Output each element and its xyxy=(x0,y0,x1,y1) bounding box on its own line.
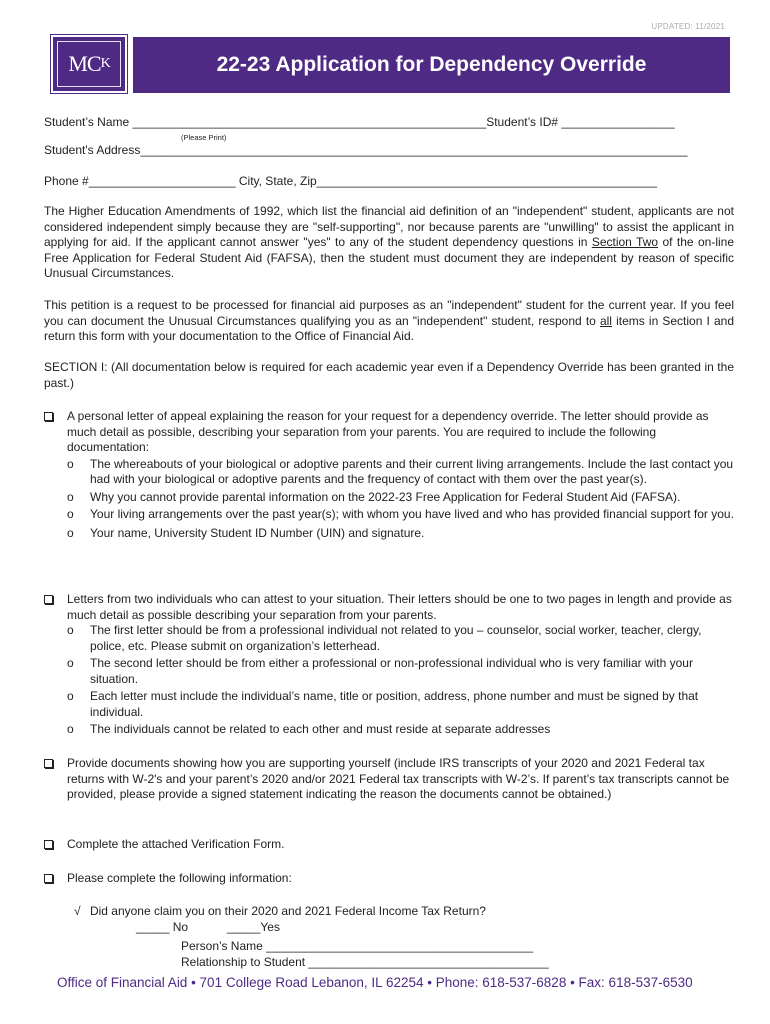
bullet-icon: o xyxy=(67,489,74,504)
page-title: 22-23 Application for Dependency Override xyxy=(216,53,647,77)
sub-item xyxy=(67,526,735,542)
sub-item-text: Each letter must include the individual’s name, title or position, address, phone number and must be signed by that individual. xyxy=(90,689,699,719)
check-icon: √ xyxy=(74,904,81,918)
bullet-icon: o xyxy=(67,525,74,540)
sub-item-text: The first letter should be from a professional individual not related to you – counselor, social worker, teacher, clergy, police, etc. Please submit on organization’s letterhead. xyxy=(90,623,702,653)
no-answer-field[interactable]: _____ No xyxy=(136,920,189,934)
intro-paragraph xyxy=(44,204,734,282)
checklist-item xyxy=(67,871,735,887)
checklist-item xyxy=(67,756,735,803)
sub-item-text: The whereabouts of your biological or adoptive parents and their current living arrangements. Include the last contact you had with your biological or adoptive parents and the frequency of contact with them over the past year(s). xyxy=(90,456,734,486)
phone-city-field[interactable]: Phone #______________________ City, State, Zip___________________________________________________ xyxy=(44,174,658,188)
checkbox[interactable] xyxy=(44,759,53,768)
logo-monogram xyxy=(57,41,121,87)
checkbox[interactable] xyxy=(44,840,53,849)
yes-answer-field[interactable]: _____Yes xyxy=(227,920,280,934)
sub-item xyxy=(67,656,735,687)
bullet-icon: o xyxy=(67,456,74,471)
question-text: Did anyone claim you on their 2020 and 2021 Federal Income Tax Return? xyxy=(89,904,486,918)
sub-item xyxy=(67,722,735,738)
bullet-icon: o xyxy=(67,722,74,736)
sub-item-text: The second letter should be from either a professional or non-professional individual who is very familiar with your situation. xyxy=(90,656,693,686)
student-name-field[interactable]: Student’s Name _____________________________________________________Student’s ID# _________________ xyxy=(44,115,675,129)
please-print-note: (Please Print) xyxy=(181,133,227,142)
item-text: Please complete the following information: xyxy=(67,871,292,885)
tax-return-question xyxy=(74,904,486,920)
sub-item xyxy=(67,490,735,506)
bullet-icon: o xyxy=(67,656,74,670)
sub-item-text: Why you cannot provide parental information on the 2022-23 Free Application for Federal Student Aid (FAFSA). xyxy=(90,489,681,504)
checklist-item xyxy=(67,592,735,738)
relationship-field[interactable]: Relationship to Student ____________________________________ xyxy=(181,955,549,969)
sub-item xyxy=(67,457,735,488)
sub-item xyxy=(67,623,735,654)
student-address-field[interactable]: Student's Address__________________________________________________________________________________ xyxy=(44,143,688,157)
bullet-icon: o xyxy=(67,507,74,521)
mck-logo xyxy=(51,35,127,93)
petition-text-a: This petition is a request to be processed for financial aid purposes as an "independent" student for the current year. If you feel you can document the Unusual Circumstances qualifying you as an "independent" student, respond to xyxy=(44,298,734,328)
checkbox[interactable] xyxy=(44,412,53,421)
sub-item-text: The individuals cannot be related to each other and must reside at separate addresses xyxy=(90,722,551,736)
sub-item xyxy=(67,689,735,720)
petition-text-b: items in Section I and return this form with your documentation to the Office of Financial Aid. xyxy=(44,313,735,343)
bullet-icon: o xyxy=(67,689,74,703)
checkbox[interactable] xyxy=(44,874,53,883)
bullet-icon: o xyxy=(67,623,74,637)
sub-item-text: Your living arrangements over the past year(s); with whom you have lived and who has provided financial support for you. xyxy=(90,507,734,521)
sub-item xyxy=(67,507,735,523)
section-two-link: Section Two xyxy=(591,235,659,249)
item-text: A personal letter of appeal explaining the reason for your request for a dependency override. The letter should provide as much detail as possible, describing your separation from your parents. You are required to include the following documentation: xyxy=(67,409,709,454)
footer-contact: Office of Financial Aid • 701 College Road Lebanon, IL 62254 • Phone: 618-537-6828 • Fax: 618-537-6530 xyxy=(57,975,693,990)
item-text: Provide documents showing how you are supporting yourself (include IRS transcripts of your 2020 and 2021 Federal tax returns with W-2's and your parent’s 2020 and/or 2021 Federal tax transcripts with W-2’s. If parent’s tax transcripts cannot be provided, please provide a signed statement indicating the reason the documents cannot be obtained.) xyxy=(67,756,730,801)
section-heading: SECTION I: (All documentation below is required for each academic year even if a Dependency Override has been granted in the past.) xyxy=(44,360,734,390)
item-text: Complete the attached Verification Form. xyxy=(67,837,285,851)
sub-item-text: Your name, University Student ID Number (UIN) and signature. xyxy=(90,525,425,540)
logo-mc: MC xyxy=(68,51,101,77)
all-emphasis: all xyxy=(599,313,612,328)
person-name-field[interactable]: Person’s Name ________________________________________ xyxy=(181,939,534,953)
item-text: Letters from two individuals who can attest to your situation. Their letters should be one to two pages in length and provide as much detail as possible describing your separation from your parents. xyxy=(67,592,732,622)
checklist-item xyxy=(67,409,735,541)
petition-paragraph xyxy=(44,298,734,345)
title-banner xyxy=(133,37,730,93)
logo-k: K xyxy=(100,56,110,72)
intro-text-a: The Higher Education Amendments of 1992, which list the financial aid definition of an "independent" student, applicants are not considered independent simply because they are "self-supporting", nor because parents are "unwilling" to assist the applicant in applying for aid. If the applicant cannot answer "yes" to any of the student dependency questions in xyxy=(44,204,734,249)
updated-date: UPDATED: 11/2021 xyxy=(651,22,725,31)
checklist-item xyxy=(67,837,735,853)
intro-text-b: of the on-line Free Application for Federal Student Aid (FAFSA), then the student must document they are independent by reason of specific Unusual Circumstances. xyxy=(44,235,735,280)
checkbox[interactable] xyxy=(44,595,53,604)
